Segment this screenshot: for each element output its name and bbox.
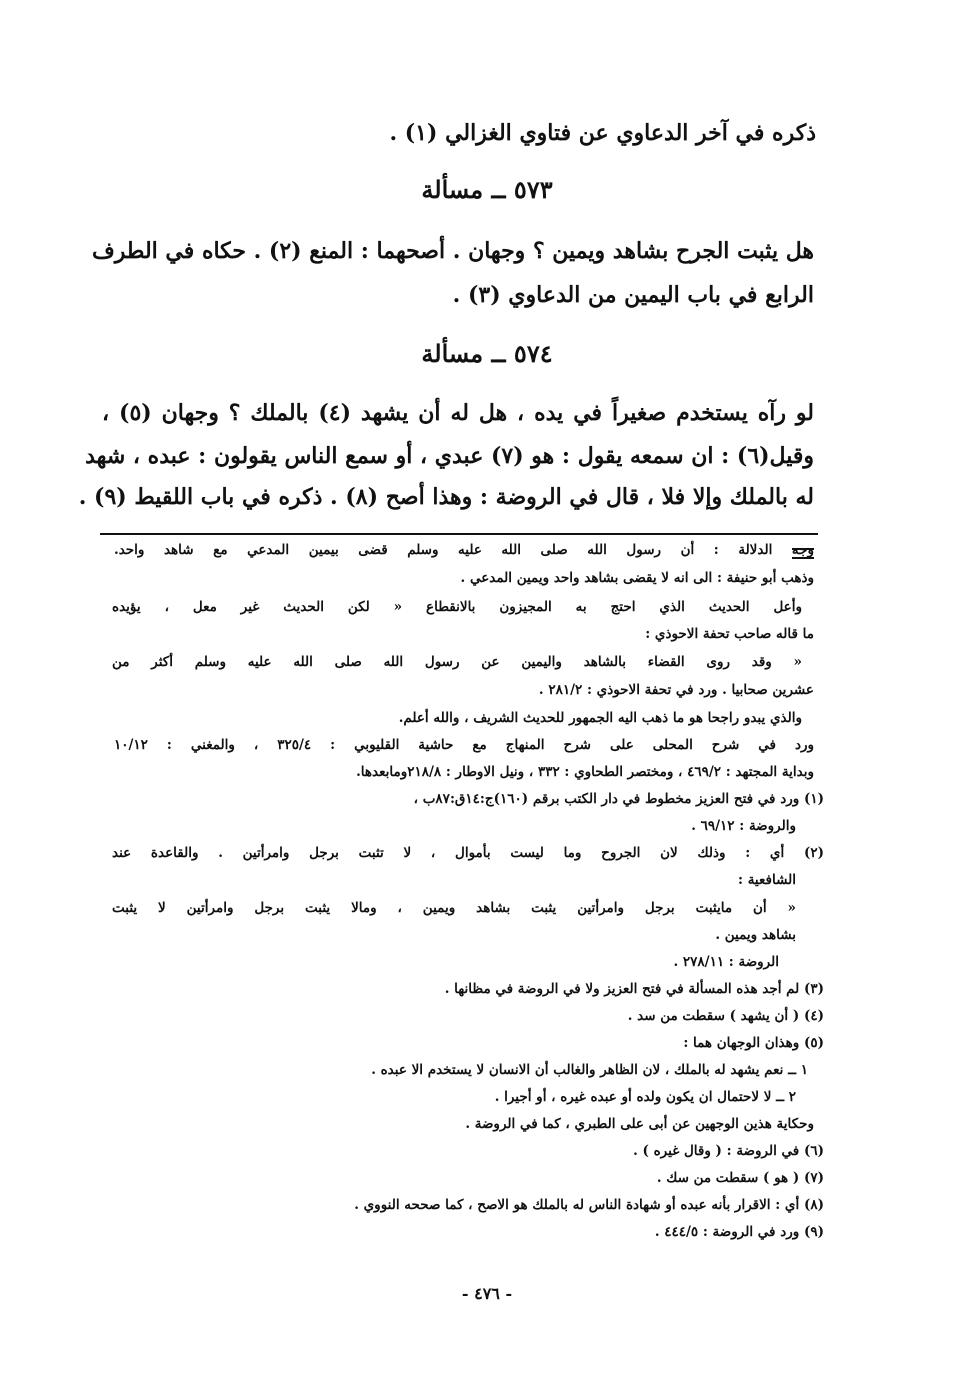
paragraph-573-line-2: الرابع في باب اليمين من الدعاوي (٣) . <box>452 282 814 308</box>
footnote-line: وجه الدلالة : أن رسول الله صلى الله عليه وسلم قضى بيمين المدعي مع شاهد واحد. <box>114 542 814 558</box>
page-number: - ٤٧٦ - <box>461 1284 513 1303</box>
section-heading-573: ٥٧٣ ــ مسألة <box>421 175 553 204</box>
footnote-line: ٢ ــ لا لاحتمال ان يكون ولده أو عبده غيره ، أو أجيرا . <box>494 1089 796 1105</box>
footnote-line: ورد في شرح المحلى على شرح المنهاج مع حاشية القليوبي : ٣٢٥/٤ ، والمغني : ١٠/١٢ <box>114 737 814 753</box>
paragraph-574-line-3: له بالملك وإلا فلا ، قال في الروضة : وهذا أصح (٨) . ذكره في باب اللقيط (٩) . <box>78 484 814 510</box>
footnote-line: وأعل الحديث الذي احتج به المجيزون بالانقطاع « لكن الحديث غير معل ، يؤيده <box>112 599 802 615</box>
footnote-line: (٥) وهذان الوجهان هما : <box>683 1035 824 1051</box>
footnote-line: وبداية المجتهد : ٤٦٩/٢ ، ومختصر الطحاوي : ٣٣٢ ، ونيل الاوطار : ٢١٨/٨ومابعدها. <box>356 764 814 780</box>
footnote-line: (١) ورد في فتح العزيز مخطوط في دار الكتب برقم (١٦٠)ج:١٤ق:٨٧ب ، <box>413 791 824 807</box>
footnote-line: (٣) لم أجد هذه المسألة في فتح العزيز ولا في الروضة في مظانها . <box>444 981 824 997</box>
footnote-line: والروضة : ٦٩/١٢ . <box>691 818 796 834</box>
main-text-line: ذكره في آخر الدعاوي عن فتاوي الغزالي (١) . <box>389 120 816 146</box>
footnote-line: (٦) في الروضة : ( وقال غيره ) . <box>633 1143 824 1159</box>
footnote-line: (٨) أي : الاقرار بأنه عبده أو شهادة الناس له بالملك هو الاصح ، كما صححه النووي . <box>354 1197 824 1213</box>
section-heading-574: ٥٧٤ ــ مسألة <box>421 339 553 368</box>
footnote-line: (٧) ( هو ) سقطت من سك . <box>656 1170 824 1186</box>
footnote-line: (٤) ( أن يشهد ) سقطت من سد . <box>627 1008 824 1024</box>
footnote-line: الشافعية : <box>738 872 796 888</box>
paragraph-573-line-1: هل يثبت الجرح بشاهد ويمين ؟ وجهان . أصحهما : المنع (٢) . حكاه في الطرف <box>91 238 814 264</box>
footnote-line: (٩) ورد في الروضة : ٤٤٤/٥ . <box>654 1224 824 1240</box>
footnote-line: (٢) أي : وذلك لان الجروح وما ليست بأموال ، لا تثبت برجل وامرأتين . والقاعدة عند <box>112 845 824 861</box>
footnote-line: عشرين صحابيا . ورد في تحفة الاحوذي : ٢٨١/٢ . <box>538 682 814 698</box>
footnote-line: ١ ــ نعم يشهد له بالملك ، لان الظاهر والغالب أن الانسان لا يستخدم الا عبده . <box>371 1062 808 1078</box>
footnote-line: وذهب أبو حنيفة : الى انه لا يقضى بشاهد واحد ويمين المدعي . <box>460 570 814 586</box>
footnote-line: الروضة : ٢٧٨/١١ . <box>673 954 779 970</box>
footnote-line: وحكاية هذين الوجهين عن أبى على الطبري ، كما في الروضة . <box>465 1116 814 1132</box>
footnote-separator <box>100 533 818 535</box>
footnote-line: بشاهد ويمين . <box>715 927 796 943</box>
footnote-line: « وقد روى القضاء بالشاهد واليمين عن رسول الله صلى الله عليه وسلم أكثر من <box>112 654 802 670</box>
footnote-line: « أن مايثبت برجل وامرأتين يثبت بشاهد ويمين ، ومالا يثبت برجل وامرأتين لا يثبت <box>112 900 796 916</box>
paragraph-574-line-1: لو رآه يستخدم صغيراً في يده ، هل له أن يشهد (٤) بالملك ؟ وجهان (٥) ، <box>102 400 814 426</box>
footnote-line: والذي يبدو راجحا هو ما ذهب اليه الجمهور للحديث الشريف ، والله أعلم. <box>398 710 802 726</box>
footnote-line: ما قاله صاحب تحفة الاحوذي : <box>645 626 814 642</box>
paragraph-574-line-2: وقيل(٦) : ان سمعه يقول : هو (٧) عبدي ، أو سمع الناس يقولون : عبده ، شهد <box>85 443 814 469</box>
